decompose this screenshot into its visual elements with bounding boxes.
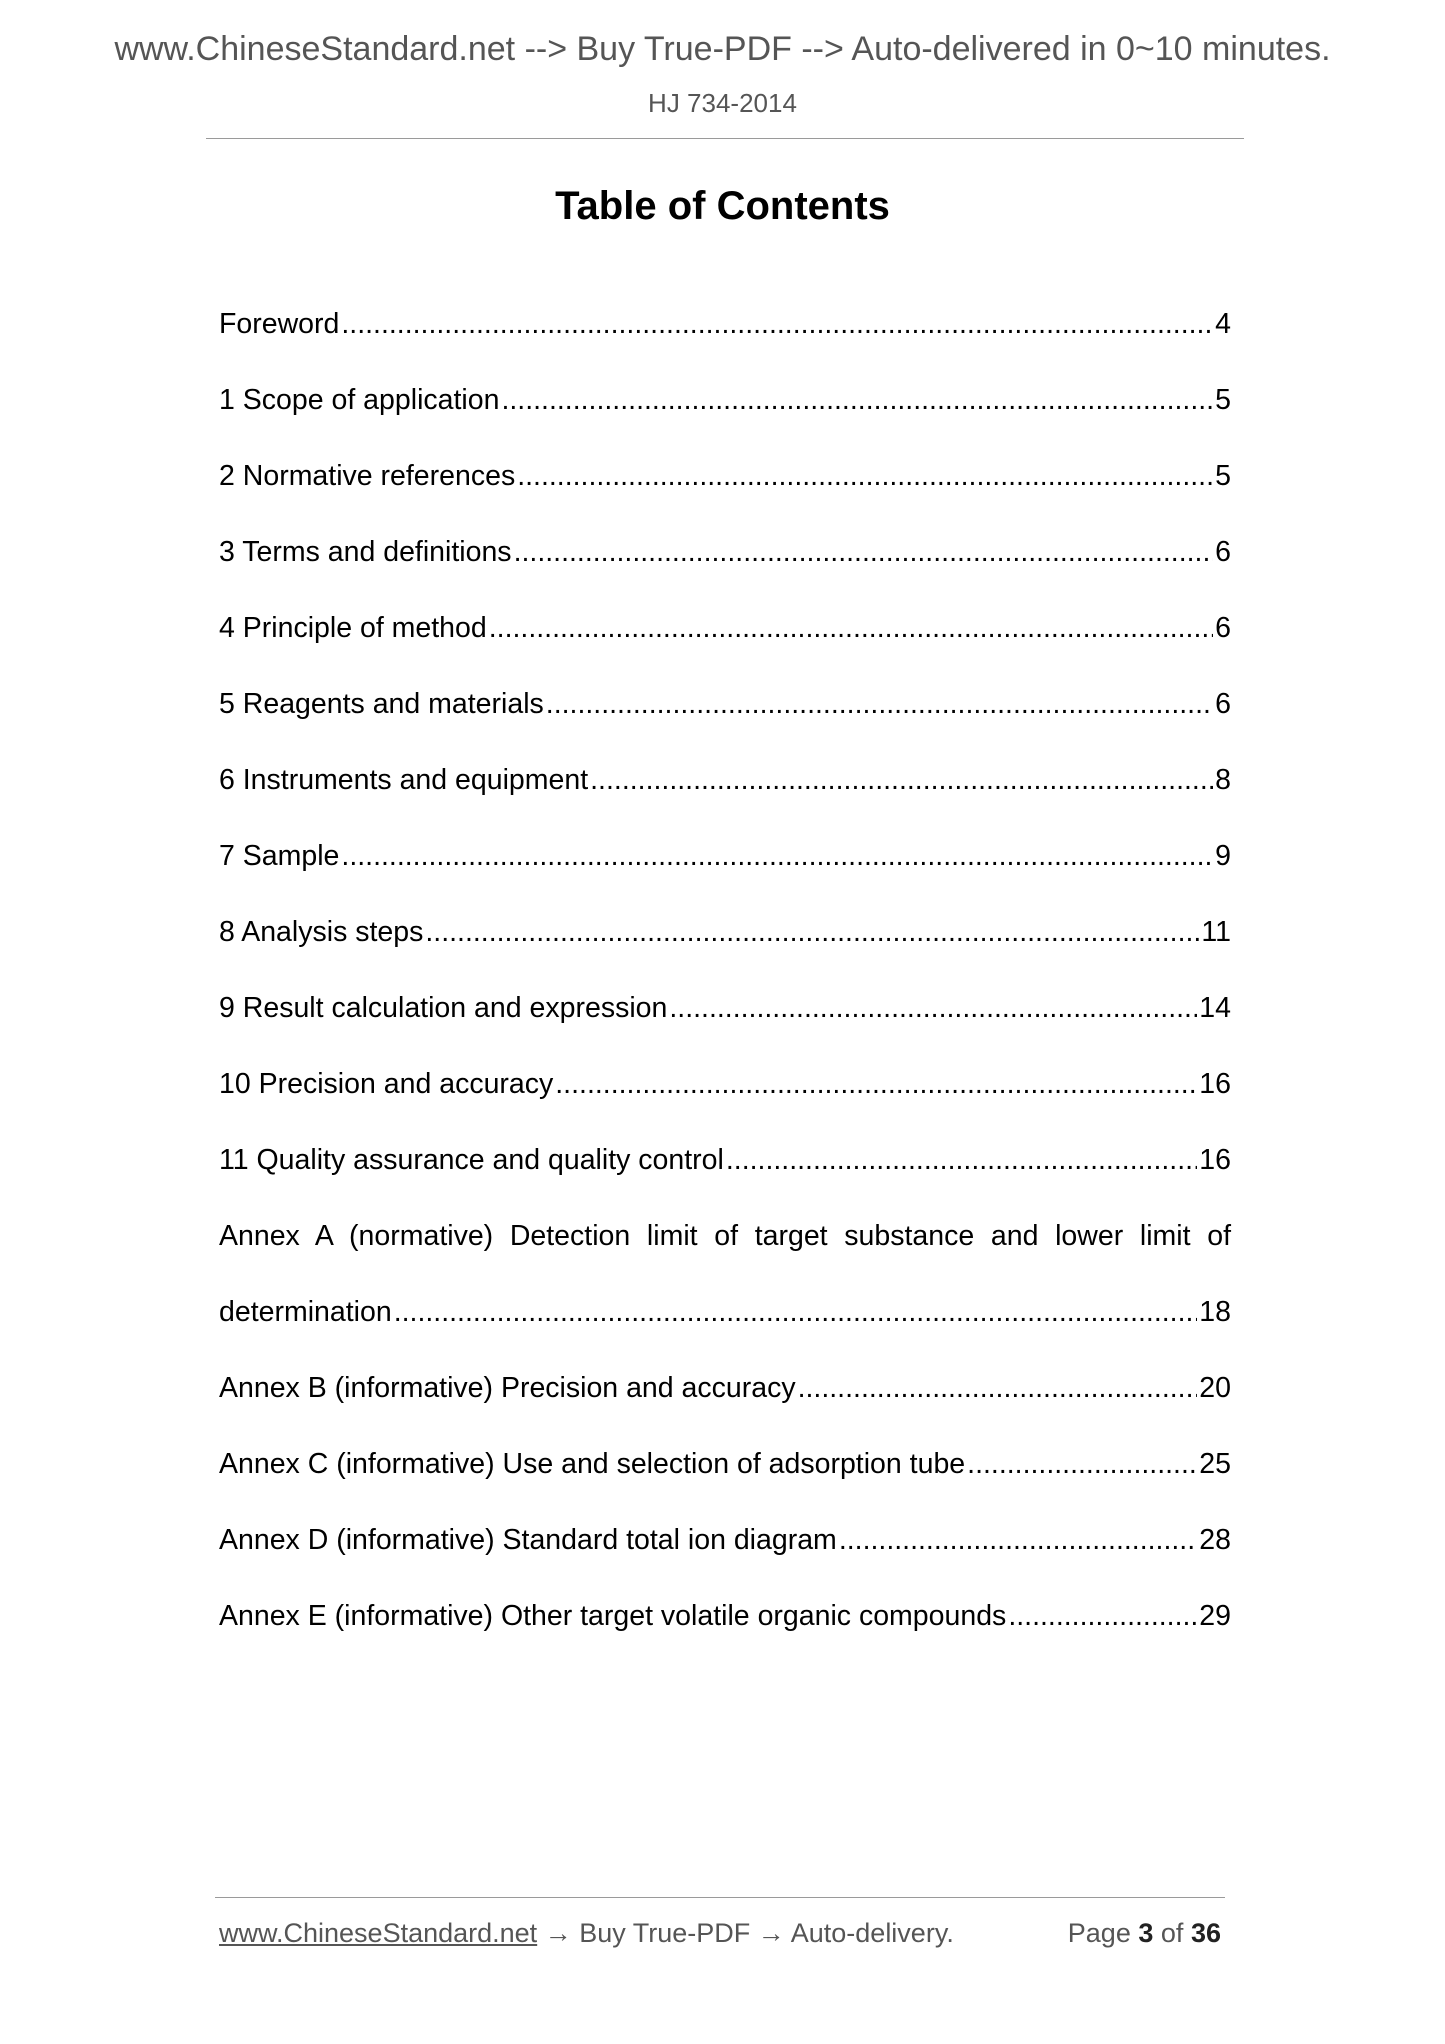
- dot-leader: [341, 302, 1213, 346]
- toc-entry-annex-a-continued[interactable]: [219, 1290, 1231, 1366]
- toc-entry-label: Annex B (informative) Precision and accuracy: [219, 1372, 796, 1404]
- dot-leader: [839, 1518, 1197, 1562]
- dot-leader: [425, 910, 1199, 954]
- footer-site-link[interactable]: www.ChineseStandard.net: [219, 1918, 538, 1948]
- toc-entry-label: 9 Result calculation and expression: [219, 992, 668, 1024]
- top-banner: www.ChineseStandard.net --> Buy True-PDF --> Auto-delivered in 0~10 minutes.: [114, 30, 1331, 68]
- dot-leader: [341, 834, 1213, 878]
- header-divider: [206, 138, 1244, 139]
- toc-entry-label: 8 Analysis steps: [219, 916, 424, 948]
- toc-entry-label: 2 Normative references: [219, 460, 516, 492]
- toc-entry-page: 5: [1215, 384, 1231, 416]
- dot-leader: [726, 1138, 1197, 1182]
- toc-entry-terms[interactable]: [219, 530, 1231, 606]
- toc-entry-label: 4 Principle of method: [219, 612, 487, 644]
- document-id: HJ 734-2014: [648, 88, 797, 118]
- toc-entry-page: 20: [1199, 1372, 1231, 1404]
- toc-entry-annex-b[interactable]: [219, 1366, 1231, 1442]
- toc-entry-principle[interactable]: [219, 606, 1231, 682]
- dot-leader: [967, 1442, 1197, 1486]
- total-page-count: 36: [1190, 1918, 1221, 1948]
- toc-entry-annex-e[interactable]: [219, 1594, 1231, 1670]
- dot-leader: [798, 1366, 1198, 1410]
- toc-entry-label: 6 Instruments and equipment: [219, 764, 589, 796]
- toc-entry-page: 11: [1201, 916, 1231, 948]
- toc-entry-page: 8: [1215, 764, 1231, 796]
- toc-entry-page: 9: [1215, 840, 1231, 872]
- toc-entry-page: 25: [1199, 1448, 1231, 1480]
- toc-entry-label: Annex C (informative) Use and selection of adsorption tube: [219, 1448, 966, 1480]
- toc-entry-page: 6: [1215, 536, 1231, 568]
- toc-entry-page: 14: [1199, 992, 1231, 1024]
- footer-tagline: → Buy True-PDF → Auto-delivery.: [537, 1918, 954, 1948]
- toc-entry-label: 10 Precision and accuracy: [219, 1068, 554, 1100]
- toc-entry-label-continuation: determination: [219, 1296, 392, 1328]
- toc-entry-annex-a[interactable]: [219, 1214, 1231, 1290]
- page-footer: [219, 1918, 1231, 1949]
- footer-divider: [215, 1897, 1225, 1898]
- toc-entry-quality-assurance[interactable]: [219, 1138, 1231, 1214]
- toc-entry-page: 16: [1199, 1144, 1231, 1176]
- toc-entry-label: Annex A (normative) Detection limit of target substance and lower limit of: [219, 1220, 1231, 1252]
- toc-entry-label: 3 Terms and definitions: [219, 536, 512, 568]
- toc-entry-label: Foreword: [219, 308, 340, 340]
- toc-entry-precision[interactable]: [219, 1062, 1231, 1138]
- toc-entry-page: 18: [1199, 1296, 1231, 1328]
- toc-entry-label: Annex D (informative) Standard total ion diagram: [219, 1524, 837, 1556]
- toc-entry-normative-references[interactable]: [219, 454, 1231, 530]
- toc-entry-page: 16: [1199, 1068, 1231, 1100]
- toc-entry-annex-d[interactable]: [219, 1518, 1231, 1594]
- dot-leader: [394, 1290, 1198, 1334]
- toc-entry-page: 28: [1199, 1524, 1231, 1556]
- toc-entry-result-calculation[interactable]: [219, 986, 1231, 1062]
- toc-entry-label: 5 Reagents and materials: [219, 688, 544, 720]
- toc-entry-label: 11 Quality assurance and quality control: [219, 1144, 724, 1176]
- toc-entry-page: 4: [1215, 308, 1231, 340]
- dot-leader: [590, 758, 1213, 802]
- dot-leader: [517, 454, 1213, 498]
- dot-leader: [546, 682, 1213, 726]
- toc-entry-page: 29: [1199, 1600, 1231, 1632]
- of-word: of: [1160, 1918, 1184, 1948]
- toc-entry-label: Annex E (informative) Other target volatile organic compounds: [219, 1600, 1007, 1632]
- dot-leader: [669, 986, 1197, 1030]
- toc-entry-sample[interactable]: [219, 834, 1231, 910]
- toc-entry-label: 1 Scope of application: [219, 384, 500, 416]
- toc-entry-page: 5: [1215, 460, 1231, 492]
- toc-entry-annex-c[interactable]: [219, 1442, 1231, 1518]
- dot-leader: [501, 378, 1213, 422]
- toc-entry-page: 6: [1215, 688, 1231, 720]
- dot-leader: [489, 606, 1213, 650]
- toc-entry-foreword[interactable]: [219, 302, 1231, 378]
- page-indicator: [1068, 1918, 1221, 1949]
- toc-entry-label: 7 Sample: [219, 840, 340, 872]
- toc-entry-reagents[interactable]: [219, 682, 1231, 758]
- toc-entry-analysis-steps[interactable]: [219, 910, 1231, 986]
- toc-entry-scope[interactable]: [219, 378, 1231, 454]
- table-of-contents: [219, 302, 1231, 1670]
- dot-leader: [555, 1062, 1197, 1106]
- toc-title: Table of Contents: [555, 184, 890, 228]
- current-page-number: 3: [1138, 1918, 1154, 1948]
- toc-entry-page: 6: [1215, 612, 1231, 644]
- page-word: Page: [1067, 1918, 1131, 1948]
- dot-leader: [514, 530, 1214, 574]
- toc-entry-instruments[interactable]: [219, 758, 1231, 834]
- dot-leader: [1008, 1594, 1197, 1638]
